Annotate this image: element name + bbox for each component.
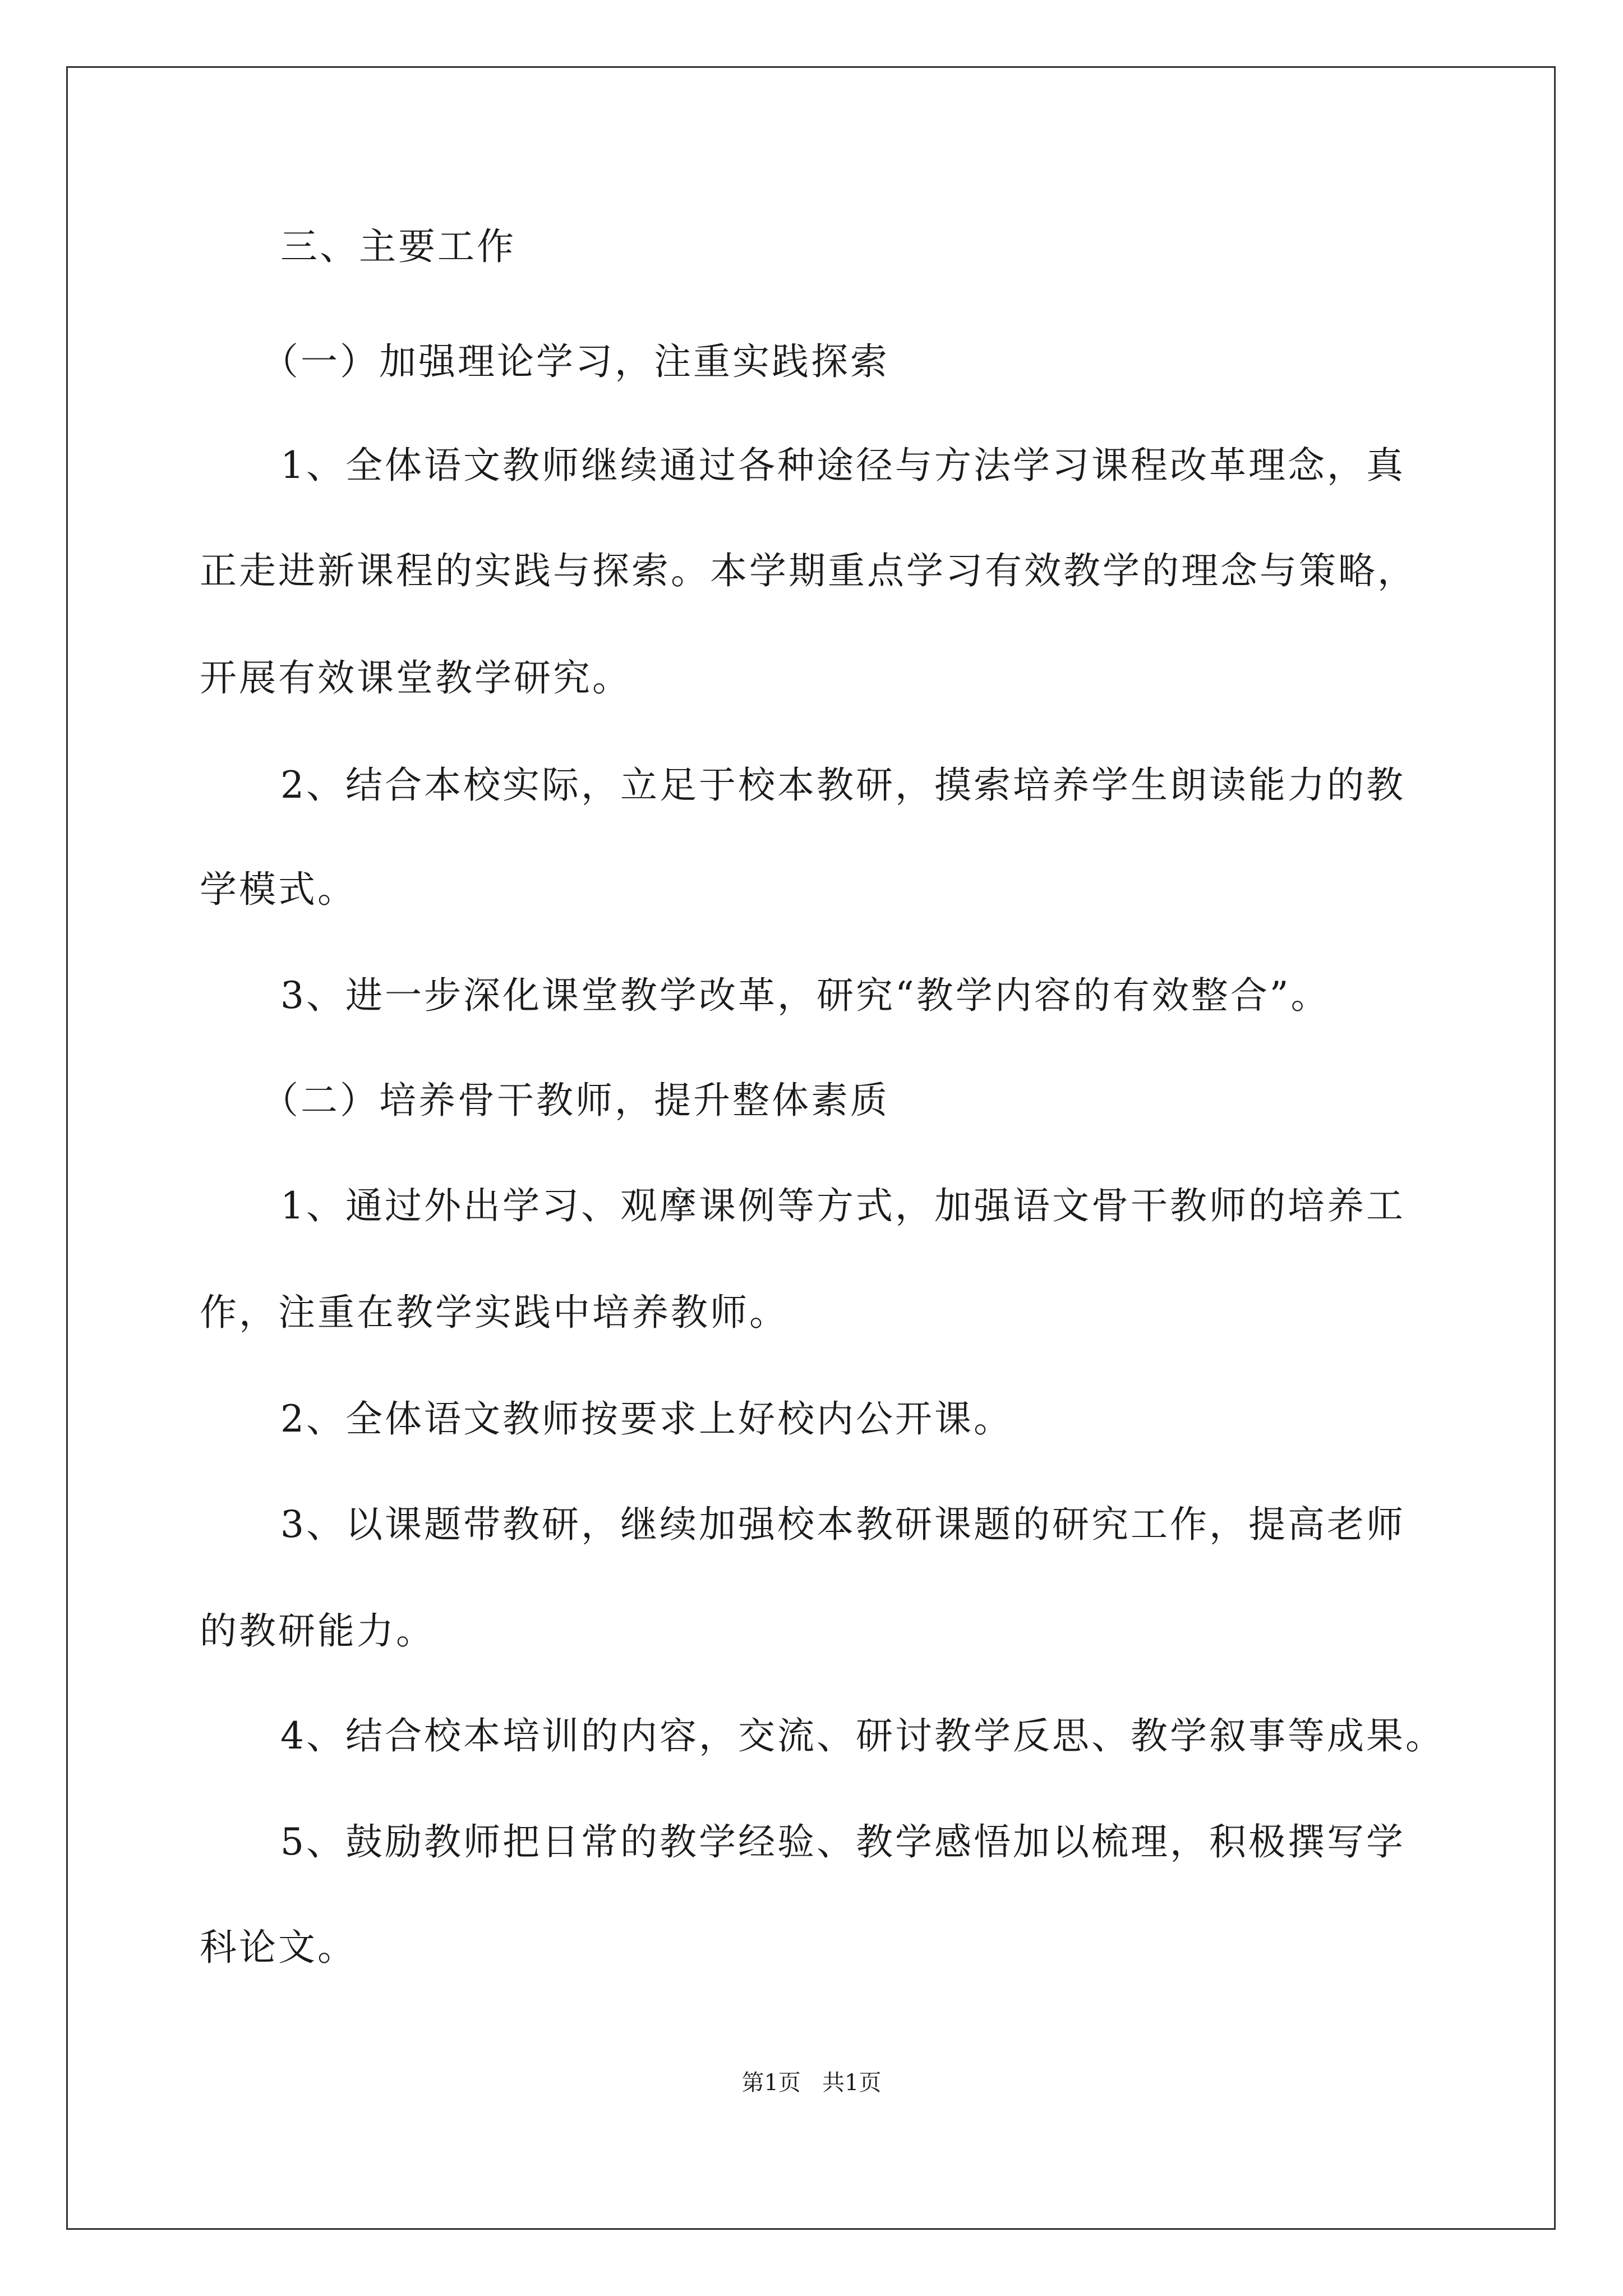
section2-item4-line1: 4、结合校本培训的内容，交流、研讨教学反思、教学叙事等成果。 [280, 1714, 1445, 1757]
section1-item2-line1: 2、结合本校实际，立足于校本教研，摸索培养学生朗读能力的教 [280, 763, 1405, 807]
section2-title: （二）培养骨干教师，提升整体素质 [261, 1079, 889, 1122]
section1-item1-line1: 1、全体语文教师继续通过各种途径与方法学习课程改革理念，真 [280, 444, 1405, 487]
section2-item1-line2: 作，注重在教学实践中培养教师。 [200, 1291, 789, 1334]
section2-item5-line2: 科论文。 [200, 1926, 357, 1969]
section1-item2-line2: 学模式。 [200, 868, 357, 911]
section2-item5-line1: 5、鼓励教师把日常的教学经验、教学感悟加以梳理，积极撰写学 [280, 1820, 1405, 1864]
heading-main-work: 三、主要工作 [280, 225, 516, 268]
section1-item1-line3: 开展有效课堂教学研究。 [200, 656, 631, 700]
section1-item1-line2: 正走进新课程的实践与探索。本学期重点学习有效教学的理念与策略， [200, 549, 1417, 592]
section1-item3-line1: 3、进一步深化课堂教学改革，研究“教学内容的有效整合”。 [280, 974, 1330, 1017]
section2-item3-line2: 的教研能力。 [200, 1609, 435, 1653]
page-footer: 第1页 共1页 [741, 2070, 882, 2096]
section1-title: （一）加强理论学习，注重实践探索 [261, 340, 889, 383]
page-border [66, 66, 1556, 2230]
section2-item3-line1: 3、以课题带教研，继续加强校本教研课题的研究工作，提高老师 [280, 1503, 1405, 1546]
section2-item2-line1: 2、全体语文教师按要求上好校内公开课。 [280, 1397, 1013, 1441]
section2-item1-line1: 1、通过外出学习、观摩课例等方式，加强语文骨干教师的培养工 [280, 1184, 1405, 1227]
